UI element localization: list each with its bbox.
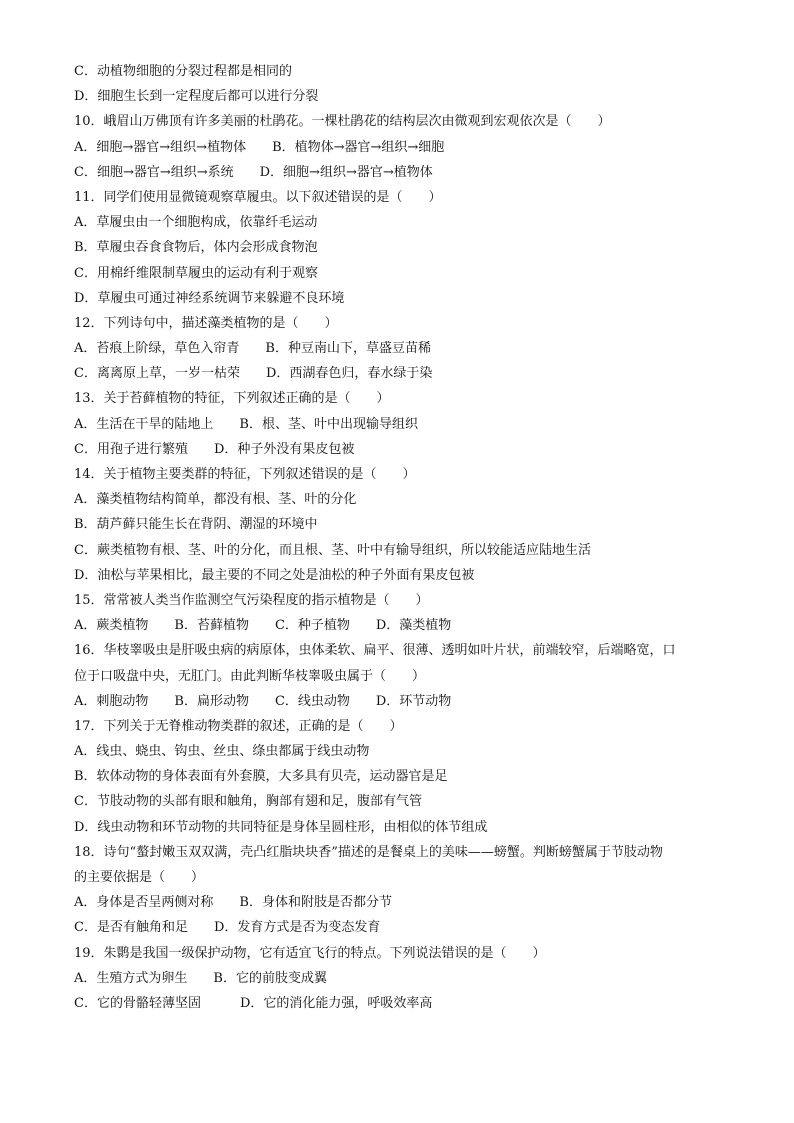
option-line: A．生殖方式为卵生 B．它的前肢变成翼 <box>74 970 327 986</box>
option-line: A．藻类植物结构简单，都没有根、茎、叶的分化 <box>74 492 357 508</box>
question-stem: 11．同学们使用显微镜观察草履虫。以下叙述错误的是（ ） <box>74 189 442 205</box>
option-line: D．草履虫可通过神经系统调节来躲避不良环境 <box>74 290 345 306</box>
option-line: C．节肢动物的头部有眼和触角，胸部有翅和足，腹部有气管 <box>74 794 422 810</box>
question-stem: 17．下列关于无脊椎动物类群的叙述，正确的是（ ） <box>74 718 403 734</box>
option-line: D．细胞生长到一定程度后都可以进行分裂 <box>74 89 319 105</box>
option-line: A．细胞→器官→组织→植物体 B．植物体→器官→组织→细胞 <box>74 139 445 155</box>
option-line: B．软体动物的身体表面有外套膜，大多具有贝壳，运动器官是足 <box>74 769 448 785</box>
option-line: C．蕨类植物有根、茎、叶的分化，而且根、茎、叶中有输导组织，所以较能适应陆地生活 <box>74 542 591 558</box>
option-line: D．线虫动物和环节动物的共同特征是身体呈圆柱形，由相似的体节组成 <box>74 819 488 835</box>
option-line: A．苔痕上阶绿，草色入帘青 B．种豆南山下，草盛豆苗稀 <box>74 341 431 357</box>
option-line: C．它的骨骼轻薄坚固 D．它的消化能力强，呼吸效率高 <box>74 995 433 1011</box>
question-stem: 12．下列诗句中，描述藻类植物的是（ ） <box>74 315 338 331</box>
option-line: C．细胞→器官→组织→系统 D．细胞→组织→器官→植物体 <box>74 164 433 180</box>
question-stem: 13．关于苔藓植物的特征，下列叙述正确的是（ ） <box>74 391 390 407</box>
option-line: C．用棉纤维限制草履虫的运动有利于观察 <box>74 265 318 281</box>
question-stem: 10．峨眉山万佛顶有许多美丽的杜鹃花。一棵杜鹃花的结构层次由微观到宏观依次是（ ） <box>74 114 611 130</box>
option-line: A．身体是否呈两侧对称 B．身体和附肢是否都分节 <box>74 895 392 911</box>
option-line: C．用孢子进行繁殖 D．种子外没有果皮包被 <box>74 441 355 457</box>
question-stem: 14．关于植物主要类群的特征，下列叙述错误的是（ ） <box>74 467 416 482</box>
question-stem-continued: 的主要依据是（ ） <box>74 870 205 885</box>
exam-page <box>74 59 728 1016</box>
option-line: B．草履虫吞食食物后，体内会形成食物泡 <box>74 240 318 256</box>
option-line: D．油松与苹果相比，最主要的不同之处是油松的种子外面有果皮包被 <box>74 567 475 583</box>
question-stem: 19．朱鹮是我国一级保护动物，它有适宜飞行的特点。下列说法错误的是（ ） <box>74 945 546 961</box>
question-stem: 16．华枝睾吸虫是肝吸虫病的病原体，虫体柔软、扁平、很薄、透明如叶片状，前端较窄，后端略宽，口 <box>74 643 676 659</box>
option-line: A．线虫、蛲虫、钩虫、丝虫、绦虫都属于线虫动物 <box>74 744 370 760</box>
option-line: A．刺胞动物 B．扁形动物 C．线虫动物 D．环节动物 <box>74 693 452 709</box>
option-line: A．草履虫由一个细胞构成，依靠纤毛运动 <box>74 215 318 231</box>
question-stem: 18．诗句“螯封嫩玉双双满，壳凸红脂块块香”描述的是餐桌上的美味——螃蟹。判断螃蟹属于节肢动物 <box>74 844 663 860</box>
option-line: A．蕨类植物 B．苔藓植物 C．种子植物 D．藻类植物 <box>74 618 452 634</box>
question-stem: 15．常常被人类当作监测空气污染程度的指示植物是（ ） <box>74 592 429 608</box>
option-line: C．是否有触角和足 D．发育方式是否为变态发育 <box>74 920 381 936</box>
option-line: B．葫芦藓只能生长在背阴、潮湿的环境中 <box>74 517 318 533</box>
question-stem-continued: 位于口吸盘中央，无肛门。由此判断华枝睾吸虫属于（ ） <box>74 668 426 684</box>
option-line: C．离离原上草，一岁一枯荣 D．西湖春色归，春水绿于染 <box>74 366 433 382</box>
option-line: A．生活在干旱的陆地上 B．根、茎、叶中出现输导组织 <box>74 416 418 432</box>
option-line: C．动植物细胞的分裂过程都是相同的 <box>74 64 292 79</box>
